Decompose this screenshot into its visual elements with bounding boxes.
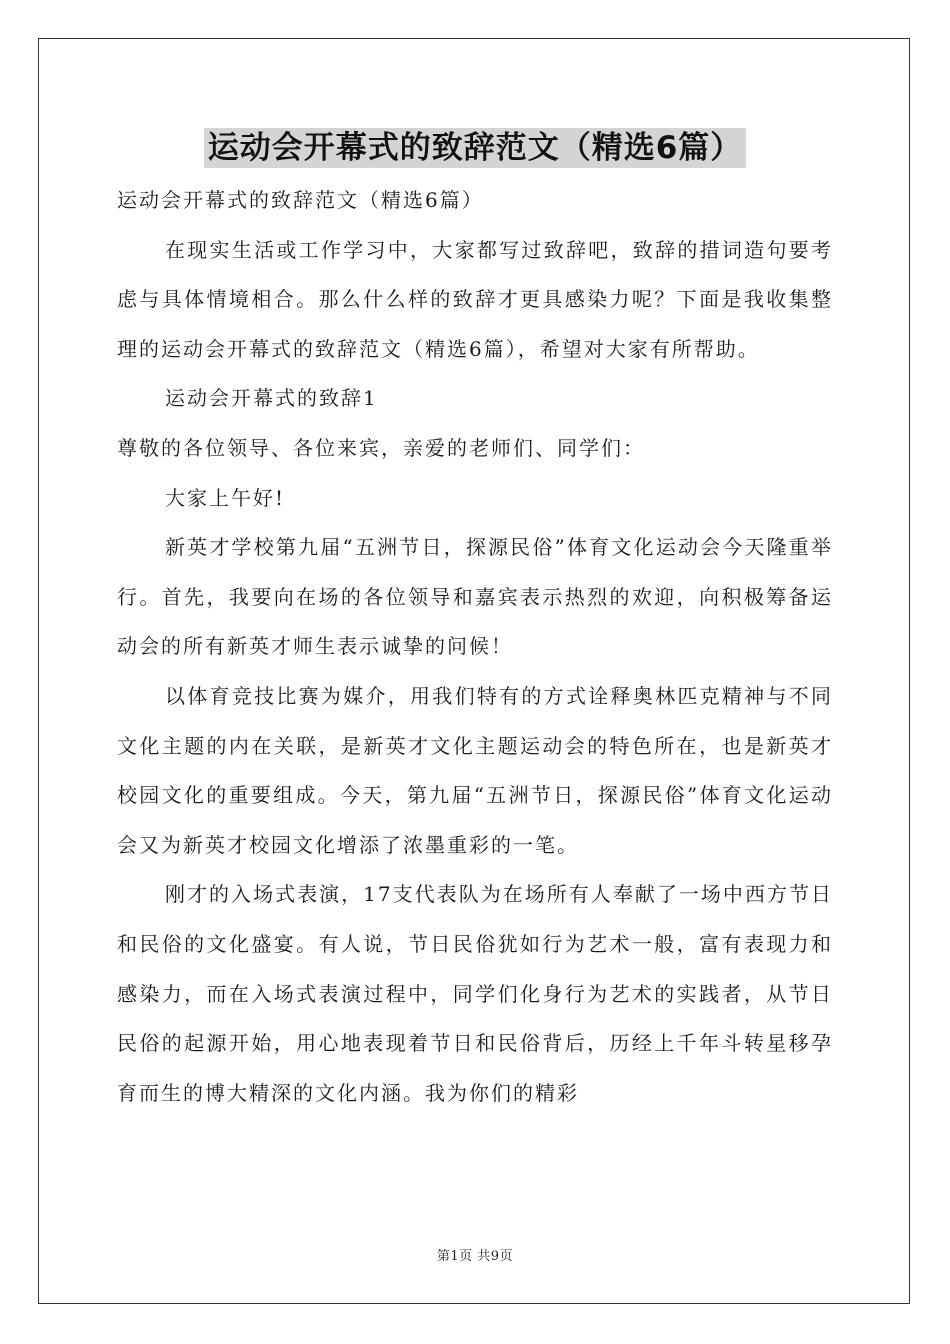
greeting: 大家上午好! bbox=[165, 485, 286, 510]
paragraph: 刚才的入场式表演，17支代表队为在场所有人奉献了一场中西方节日和民俗的文化盛宴。有人说，节日民俗犹如行为艺术一般，富有表现力和感染力，而在入场式表演过程中，同学们化身行为艺术的实践者，从节日民俗的起源开始，用心地表现着节日和民俗背后，历经上千年斗转星移孕育而生的博大精深的文化内涵。我为你们的精彩 bbox=[117, 882, 833, 1105]
title-container bbox=[0, 128, 950, 168]
paragraph: 在现实生活或工作学习中，大家都写过致辞吧，致辞的措词造句要考虑与具体情境相合。那么什么样的致辞才更具感染力呢？下面是我收集整理的运动会开幕式的致辞范文（精选6篇），希望对大家有所帮助。 bbox=[117, 237, 833, 361]
document-body bbox=[117, 176, 833, 1118]
paragraph: 新英才学校第九届“五洲节日，探源民俗”体育文化运动会今天隆重举行。首先，我要向在场的各位领导和嘉宾表示热烈的欢迎，向积极筹备运动会的所有新英才师生表示诚挚的问候！ bbox=[117, 535, 833, 659]
page-footer: 第1页 共9页 bbox=[436, 1249, 514, 1264]
salutation: 尊敬的各位领导、各位来宾，亲爱的老师们、同学们： bbox=[117, 435, 645, 460]
paragraph: 以体育竞技比赛为媒介，用我们特有的方式诠释奥林匹克精神与不同文化主题的内在关联，是新英才文化主题运动会的特色所在，也是新英才校园文化的重要组成。今天，第九届“五洲节日，探源民俗”体育文化运动会又为新英才校园文化增添了浓墨重彩的一笔。 bbox=[117, 683, 833, 857]
paragraph: 运动会开幕式的致辞范文（精选6篇） bbox=[117, 188, 484, 212]
section-heading: 运动会开幕式的致辞1 bbox=[165, 386, 378, 411]
document-title: 运动会开幕式的致辞范文（精选6篇） bbox=[204, 128, 747, 168]
